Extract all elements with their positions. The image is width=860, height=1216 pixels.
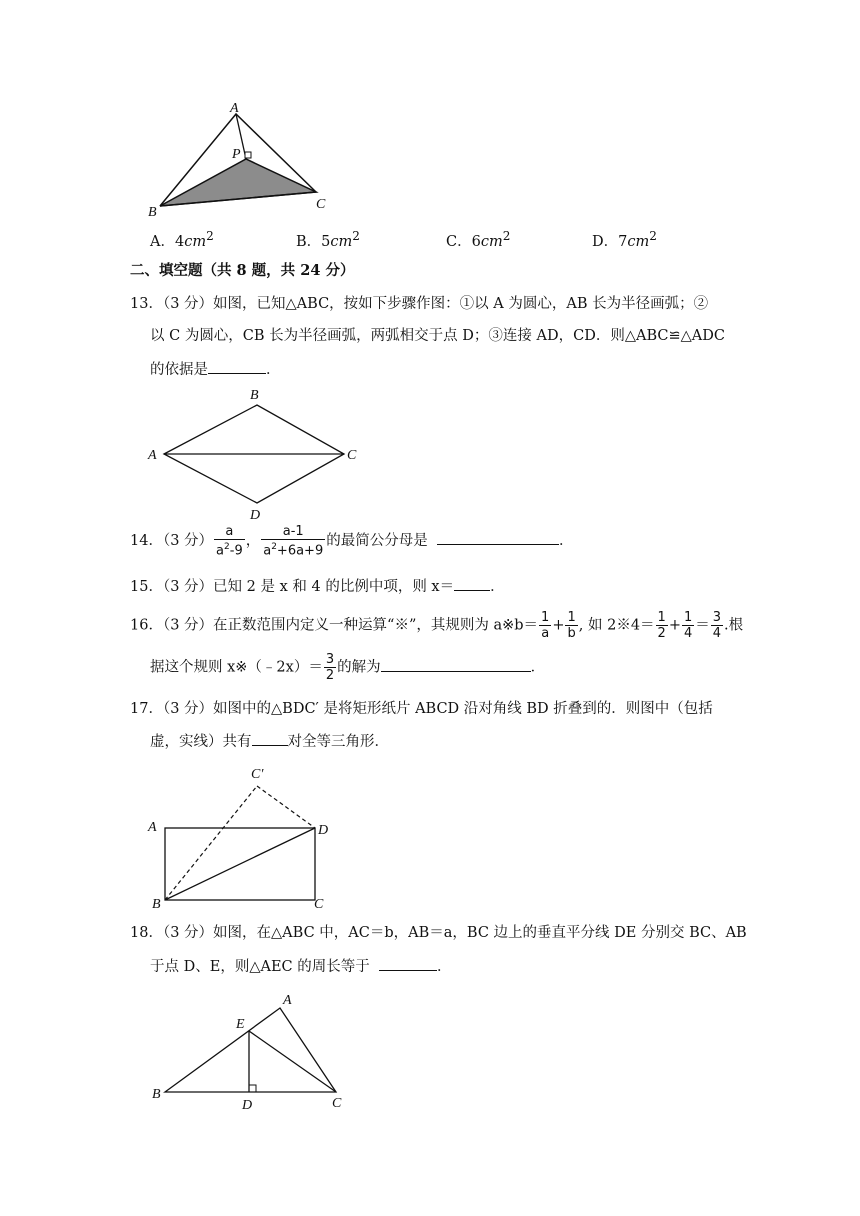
q13-end: ． xyxy=(266,362,281,378)
q17-answer-blank[interactable] xyxy=(252,731,288,746)
q13-line-3 xyxy=(150,359,281,380)
numerator: a xyxy=(214,524,245,540)
q16-line-2 xyxy=(150,652,545,683)
option-value: 6 xyxy=(471,233,481,250)
label-c: C xyxy=(332,1096,342,1111)
q17-end: 对全等三角形． xyxy=(287,734,389,750)
q15-end: ． xyxy=(490,579,505,595)
q16-rule-fraction-1: $\frac{1}{a}$ xyxy=(541,610,550,641)
option-letter: B． xyxy=(296,233,322,250)
right-angle-mark xyxy=(245,152,251,158)
dashed-fold-line xyxy=(165,786,257,900)
q18-line-2 xyxy=(150,956,451,977)
q13-line-2: 以 C 为圆心，CB 长为半径画弧，两弧相交于点 D；③连接 AD，CD．则△ABC≌△ADC xyxy=(150,328,725,344)
q14-fraction-2 xyxy=(261,524,325,558)
numerator: a-1 xyxy=(261,524,325,540)
label-b: B xyxy=(148,205,157,220)
label-b: B xyxy=(152,1087,161,1102)
option-letter: D． xyxy=(592,233,619,250)
label-a: A xyxy=(283,993,292,1008)
plus-sign: + xyxy=(552,617,565,634)
q16-example-fraction-3: $\frac{3}{4}$ xyxy=(712,610,722,641)
option-exponent: 2 xyxy=(206,229,214,243)
label-c: C xyxy=(314,897,324,912)
label-c-prime: C′ xyxy=(251,767,264,782)
q16-example-fraction-2: $\frac{1}{4}$ xyxy=(683,610,693,641)
option-unit: cm xyxy=(184,233,207,250)
option-value: 5 xyxy=(321,233,331,250)
label-c: C xyxy=(316,197,326,212)
dashed-fold-line xyxy=(257,786,315,828)
option-value: 7 xyxy=(618,233,628,250)
q16-equation-fraction: $\frac{3}{2}$ xyxy=(325,652,335,683)
section-title: 二、填空题（共 8 题，共 24 分） xyxy=(130,262,355,279)
label-c: C xyxy=(347,448,357,463)
label-e: E xyxy=(236,1017,245,1032)
q14-prefix: 14．（3 分） xyxy=(130,533,214,550)
q18-prompt: 于点 D、E，则△AEC 的周长等于 xyxy=(150,959,370,975)
q16-prompt: 的解为 xyxy=(337,659,381,676)
label-b: B xyxy=(152,897,161,912)
q14-separator: ， xyxy=(245,533,261,550)
q18-end: ． xyxy=(436,959,452,975)
q18-answer-blank[interactable] xyxy=(379,956,437,971)
q15-answer-blank[interactable] xyxy=(454,576,490,591)
q14-end: ． xyxy=(558,533,574,550)
q16-equation: 据这个规则 x※（﹣2x）＝ xyxy=(150,659,323,676)
q12-figure xyxy=(140,100,340,220)
q18-line-1: 18．（3 分）如图，在△ABC 中，AC＝b，AB＝a，BC 边上的垂直平分线 DE 分别交 BC、AB xyxy=(130,925,747,941)
option-unit: cm xyxy=(480,233,503,250)
q15-line xyxy=(130,576,505,597)
q12-option-d[interactable] xyxy=(592,226,657,252)
q13-answer-blank[interactable] xyxy=(208,359,266,374)
option-letter: A． xyxy=(150,233,175,250)
option-letter: C． xyxy=(446,233,472,250)
label-a: A xyxy=(148,820,157,835)
q18-figure xyxy=(140,990,360,1115)
label-a: A xyxy=(230,101,239,116)
q17-line-2 xyxy=(150,731,389,752)
q16-end: ． xyxy=(530,659,546,676)
q16-example: , 如 2※4＝ xyxy=(578,617,655,634)
q14-fraction-1 xyxy=(214,524,245,558)
option-exponent: 2 xyxy=(649,229,657,243)
label-d: D xyxy=(242,1098,253,1113)
q17-prompt: 虚，实线）共有 xyxy=(150,734,252,750)
right-angle-mark xyxy=(249,1085,256,1092)
q16-line-1 xyxy=(130,610,743,641)
q14-line xyxy=(130,524,573,558)
q12-option-b[interactable] xyxy=(296,226,360,252)
option-value: 4 xyxy=(174,233,185,250)
label-a: A xyxy=(148,448,157,463)
q16-rule-fraction-2: $\frac{1}{b}$ xyxy=(567,610,576,641)
label-p: P xyxy=(232,147,241,162)
q16-text: 16．（3 分）在正数范围内定义一种运算“※”，其规则为 a※b＝ xyxy=(130,617,539,634)
q12-option-c[interactable] xyxy=(446,226,510,252)
label-d: D xyxy=(250,508,261,523)
q17-figure xyxy=(140,762,360,912)
q13-prompt: 的依据是 xyxy=(150,362,208,378)
plus-sign: + xyxy=(668,617,681,634)
q13-figure xyxy=(140,382,380,524)
q15-prompt: 15．（3 分）已知 2 是 x 和 4 的比例中项，则 x＝ xyxy=(130,579,455,595)
label-b: B xyxy=(250,388,259,403)
q14-answer-blank[interactable] xyxy=(437,530,559,545)
option-exponent: 2 xyxy=(352,229,360,243)
q16-text-end: .根 xyxy=(724,617,744,634)
q14-prompt: 的最简公分母是 xyxy=(326,533,428,550)
q16-example-fraction-1: $\frac{1}{2}$ xyxy=(657,610,666,641)
q17-line-1: 17．（3 分）如图中的△BDC′ 是将矩形纸片 ABCD 沿对角线 BD 折叠到的．则图中（包括 xyxy=(130,701,713,717)
option-unit: cm xyxy=(330,233,353,250)
option-unit: cm xyxy=(627,233,650,250)
option-exponent: 2 xyxy=(502,229,511,243)
q13-line-1: 13．（3 分）如图，已知△ABC，按如下步骤作图：①以 A 为圆心，AB 长为半径画弧；② xyxy=(130,296,709,312)
label-d: D xyxy=(318,823,329,838)
q12-option-a[interactable] xyxy=(150,226,214,252)
equals-sign: ＝ xyxy=(695,617,710,634)
denominator: $a^2+6a+9$ xyxy=(263,542,324,559)
denominator: $a^2-9$ xyxy=(216,542,243,559)
q16-answer-blank[interactable] xyxy=(381,657,531,672)
